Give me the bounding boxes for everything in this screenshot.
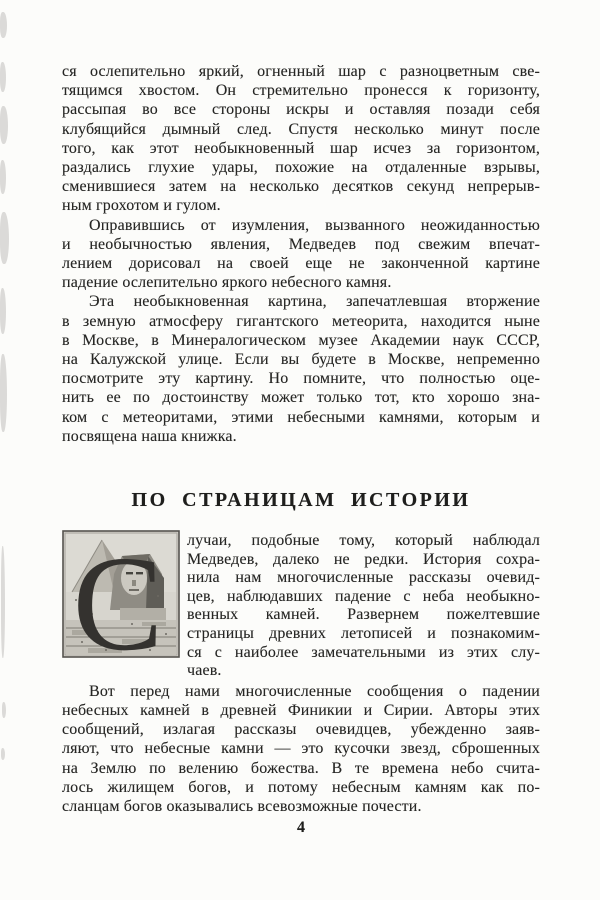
text-line: в земную атмосферу гигантского метеорита, находится ныне — [62, 312, 540, 330]
scan-smudge — [0, 288, 6, 334]
paragraph — [62, 216, 540, 293]
text-line: нить ее по достоинству может только тот, кто хорошо зна- — [62, 389, 540, 407]
scan-smudge — [1, 546, 5, 658]
text-line: клубящийся дымный след. Спустя несколько минут после — [62, 120, 540, 138]
scan-smudge — [2, 702, 6, 718]
text-line: и необычностью явления, Медведев под свежим впечат- — [62, 235, 540, 253]
text-line: цев, наблюдавших падение с неба необыкно- — [187, 587, 540, 605]
text-line: посвящена наша книжка. — [62, 427, 237, 445]
engraving-illustration — [62, 530, 180, 658]
text-line: падение ослепительно яркого небесного камня. — [62, 274, 392, 292]
scan-smudge — [0, 212, 9, 264]
section-heading: ПО СТРАНИЦАМ ИСТОРИИ — [131, 489, 471, 512]
paragraph — [62, 62, 540, 216]
text-line: Эта необыкновенная картина, запечатлевшая вторжение — [89, 293, 540, 311]
text-line: лось жилищем богов, и потому небесным камням как по- — [62, 778, 540, 796]
scan-smudge — [0, 160, 6, 194]
text-line: ся ослепительно яркий, огненный шар с разноцветным све- — [62, 63, 540, 80]
text-line: того, как этот необыкновенный шар исчез за горизонтом, — [62, 139, 540, 157]
text-line: сменившиеся затем на несколько десятков секунд непрерыв- — [62, 178, 540, 196]
drop-cap-letter: С — [72, 530, 164, 659]
text-line: лением дорисовал на своей еще не законченной картине — [62, 255, 540, 273]
dropcap-section — [62, 530, 540, 681]
text-line: лучаи, подобные тому, который наблюдал — [187, 532, 540, 550]
sphinx-and-pyramid-engraving — [62, 530, 180, 658]
text-line: венных камней. Развернем пожелтевшие — [187, 606, 540, 624]
text-line: в Москве, в Минералогическом музее Академии наук СССР, — [62, 331, 540, 349]
text-line: посмотрите эту картину. Но помните, что полностью оце- — [62, 370, 540, 388]
text-line: на Калужской улице. Если вы будете в Москве, непременно — [62, 351, 540, 369]
text-line: Вот перед нами многочисленные сообщения о падении — [89, 682, 540, 700]
paragraph — [62, 682, 540, 816]
scan-smudge — [0, 62, 6, 92]
history-opening-paragraph — [187, 530, 540, 681]
scan-smudge — [1, 748, 5, 760]
scan-smudge — [0, 12, 7, 38]
text-line: ным грохотом и гулом. — [62, 197, 221, 215]
paragraph — [187, 532, 540, 681]
text-line: рассыпая во все стороны искры и оставляя позади себя — [62, 101, 540, 119]
text-line: ся с наиболее замечательными из этих слу- — [187, 643, 540, 661]
text-line: чаев. — [187, 662, 222, 680]
text-line: ком с метеоритами, этими небесными камнями, которым и — [62, 408, 540, 426]
history-continued-paragraphs — [62, 682, 540, 816]
text-line: сланцам богов оказывались всевозможные почести. — [62, 798, 422, 816]
text-line: Медведев, далеко не редки. История сохра- — [187, 550, 540, 568]
text-line: страницы древних летописей и познакомим- — [187, 625, 540, 643]
paragraph — [62, 292, 540, 446]
text-line: ляют, что небесные камни — это кусочки звезд, сброшенных — [62, 740, 540, 758]
text-line: тящимся хвостом. Он стремительно пронесся к горизонту, — [62, 82, 540, 100]
scan-smudge — [0, 106, 8, 144]
text-line: сообщений, излагая рассказы очевидцев, убежденно заяв- — [62, 721, 540, 739]
text-line: нила нам многочисленные рассказы очевид- — [187, 569, 540, 587]
page-content — [62, 62, 540, 837]
scan-smudge — [0, 354, 7, 432]
text-line: на Землю по велению божества. В те времена небо счита- — [62, 759, 540, 777]
text-line: небесных камней в древней Финикии и Сирии. Авторы этих — [62, 702, 540, 720]
text-line: раздались глухие удары, похожие на отдаленные взрывы, — [62, 159, 540, 177]
page-number: 4 — [297, 819, 305, 837]
intro-paragraphs — [62, 62, 540, 446]
text-line: Оправившись от изумления, вызванного неожиданностью — [89, 216, 540, 234]
